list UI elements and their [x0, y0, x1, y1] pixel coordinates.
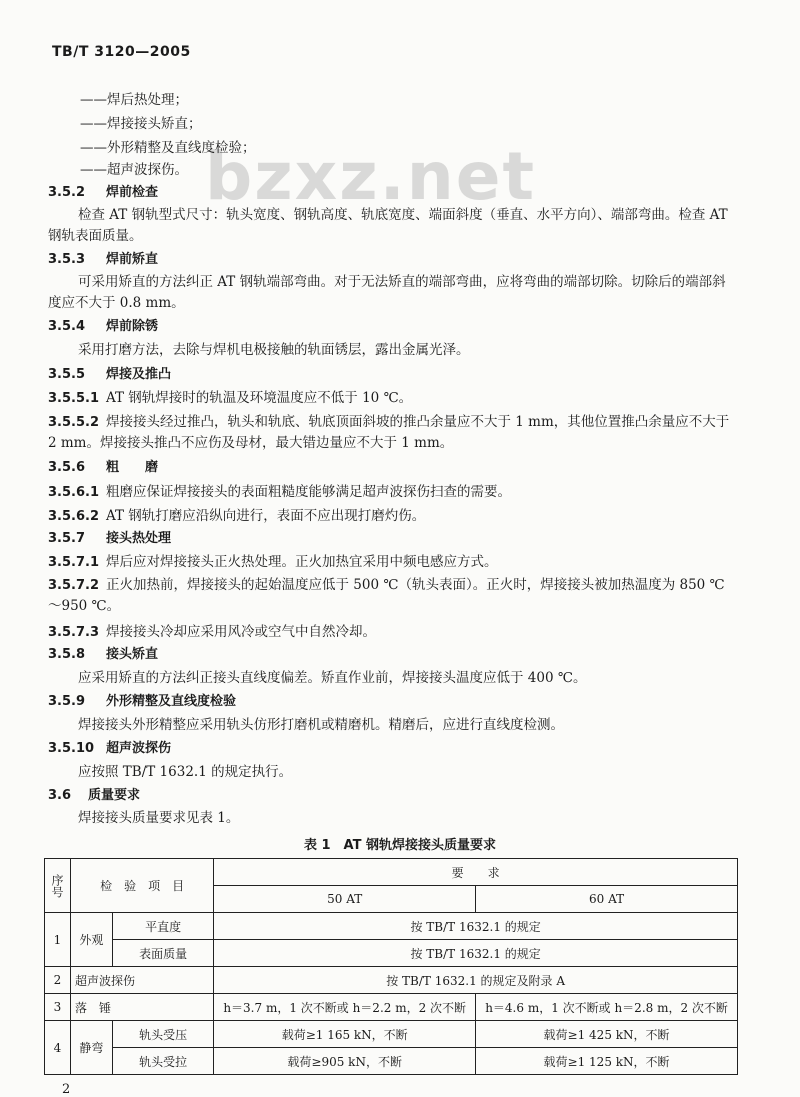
section-heading: 3.5.2 焊前检查 — [48, 185, 159, 200]
section-text: 应按照 TB/T 1632.1 的规定执行。 — [78, 764, 293, 780]
row-req: 按 TB/T 1632.1 的规定 — [214, 913, 738, 940]
section-heading: 3.6 质量要求 — [48, 788, 141, 803]
clause: 3.5.7.1 焊后应对焊接接头正火热处理。正火加热宜采用中频电感应方式。 — [48, 554, 498, 570]
header-seq: 序号 — [45, 859, 71, 913]
row-req: 按 TB/T 1632.1 的规定及附录 A — [214, 967, 738, 994]
section-text: 焊接接头质量要求见表 1。 — [78, 810, 240, 826]
table-row — [45, 1048, 738, 1075]
clause: 3.5.6.2 AT 钢轨打磨应沿纵向进行，表面不应出现打磨灼伤。 — [48, 508, 426, 524]
row-req-50: 载荷≥1 165 kN，不断 — [214, 1021, 476, 1048]
section-heading: 3.5.10 超声波探伤 — [48, 741, 172, 756]
intro-item: ——超声波探伤。 — [80, 162, 188, 178]
section-heading: 3.5.4 焊前除锈 — [48, 319, 159, 334]
clause: 3.5.6.1 粗磨应保证焊接接头的表面粗糙度能够满足超声波探伤扫查的需要。 — [48, 484, 511, 500]
section-text: 采用打磨方法，去除与焊机电极接触的轨面锈层，露出金属光泽。 — [78, 342, 470, 358]
row-item: 平直度 — [112, 913, 213, 940]
section-heading: 3.5.5 焊接及推凸 — [48, 367, 172, 382]
table-row — [45, 967, 738, 994]
row-req-60: 载荷≥1 425 kN，不断 — [476, 1021, 738, 1048]
page-number: 2 — [62, 1082, 71, 1097]
table-header-row — [45, 859, 738, 886]
intro-item: ——焊接接头矫直； — [80, 116, 202, 132]
row-seq: 3 — [45, 994, 71, 1021]
table-row — [45, 913, 738, 940]
watermark: bzxz.net — [205, 138, 537, 215]
clause: 3.5.5.2 焊接接头经过推凸，轨头和轨底、轨底顶面斜坡的推凸余量应不大于 1 mm，其他位置推凸余量应不大于 2 mm。焊接接头推凸不应伤及母材，最大错边量应不大于 1 mm。 — [48, 414, 730, 451]
row-req-60: 载荷≥1 125 kN，不断 — [476, 1048, 738, 1075]
row-item: 轨头受压 — [112, 1021, 213, 1048]
section-text: 检查 AT 钢轨型式尺寸：轨头宽度、钢轨高度、轨底宽度、端面斜度（垂直、水平方向）、端部弯曲。检查 AT 钢轨表面质量。 — [48, 207, 728, 244]
row-group: 外观 — [71, 913, 113, 967]
section-text: 应采用矫直的方法纠正接头直线度偏差。矫直作业前，焊接接头温度应低于 400 ℃。 — [78, 670, 587, 686]
section-heading: 3.5.3 焊前矫直 — [48, 252, 159, 267]
intro-item: ——焊后热处理； — [80, 92, 188, 108]
row-req: 按 TB/T 1632.1 的规定 — [214, 940, 738, 967]
intro-item: ——外形精整及直线度检验； — [80, 140, 256, 156]
clause: 3.5.5.1 AT 钢轨焊接时的轨温及环境温度应不低于 10 ℃。 — [48, 390, 413, 406]
row-req-50: 载荷≥905 kN，不断 — [214, 1048, 476, 1075]
row-seq: 1 — [45, 913, 71, 967]
row-seq: 2 — [45, 967, 71, 994]
header-item: 检 验 项 目 — [71, 859, 214, 913]
standard-code: TB/T 3120—2005 — [52, 44, 191, 60]
row-seq: 4 — [45, 1021, 71, 1075]
row-item: 超声波探伤 — [71, 967, 214, 994]
row-req-60: h＝4.6 m，1 次不断或 h＝2.8 m，2 次不断 — [476, 994, 738, 1021]
section-text: 可采用矫直的方法纠正 AT 钢轨端部弯曲。对于无法矫直的端部弯曲，应将弯曲的端部切除。切除后的端部斜度应不大于 0.8 mm。 — [48, 274, 726, 311]
row-req-50: h＝3.7 m，1 次不断或 h＝2.2 m，2 次不断 — [214, 994, 476, 1021]
header-60at: 60 AT — [476, 886, 738, 913]
section-text: 焊接接头外形精整应采用轨头仿形打磨机或精磨机。精磨后，应进行直线度检测。 — [78, 717, 564, 733]
clause: 3.5.7.2 正火加热前，焊接接头的起始温度应低于 500 ℃（轨头表面）。正火时，焊接接头被加热温度为 850 ℃～950 ℃。 — [48, 577, 725, 614]
quality-table — [44, 858, 738, 1075]
section-heading: 3.5.6 粗 磨 — [48, 460, 159, 475]
section-heading: 3.5.7 接头热处理 — [48, 531, 172, 546]
table-row — [45, 1021, 738, 1048]
row-group: 静弯 — [71, 1021, 113, 1075]
table-row — [45, 940, 738, 967]
table-title: 表 1 AT 钢轨焊接接头质量要求 — [303, 838, 497, 853]
row-item: 表面质量 — [112, 940, 213, 967]
header-50at: 50 AT — [214, 886, 476, 913]
table-row — [45, 994, 738, 1021]
header-req: 要 求 — [214, 859, 738, 886]
row-item: 落 锤 — [71, 994, 214, 1021]
section-heading: 3.5.8 接头矫直 — [48, 647, 159, 662]
clause: 3.5.7.3 焊接接头冷却应采用风冷或空气中自然冷却。 — [48, 624, 376, 640]
row-item: 轨头受拉 — [112, 1048, 213, 1075]
section-heading: 3.5.9 外形精整及直线度检验 — [48, 694, 237, 709]
